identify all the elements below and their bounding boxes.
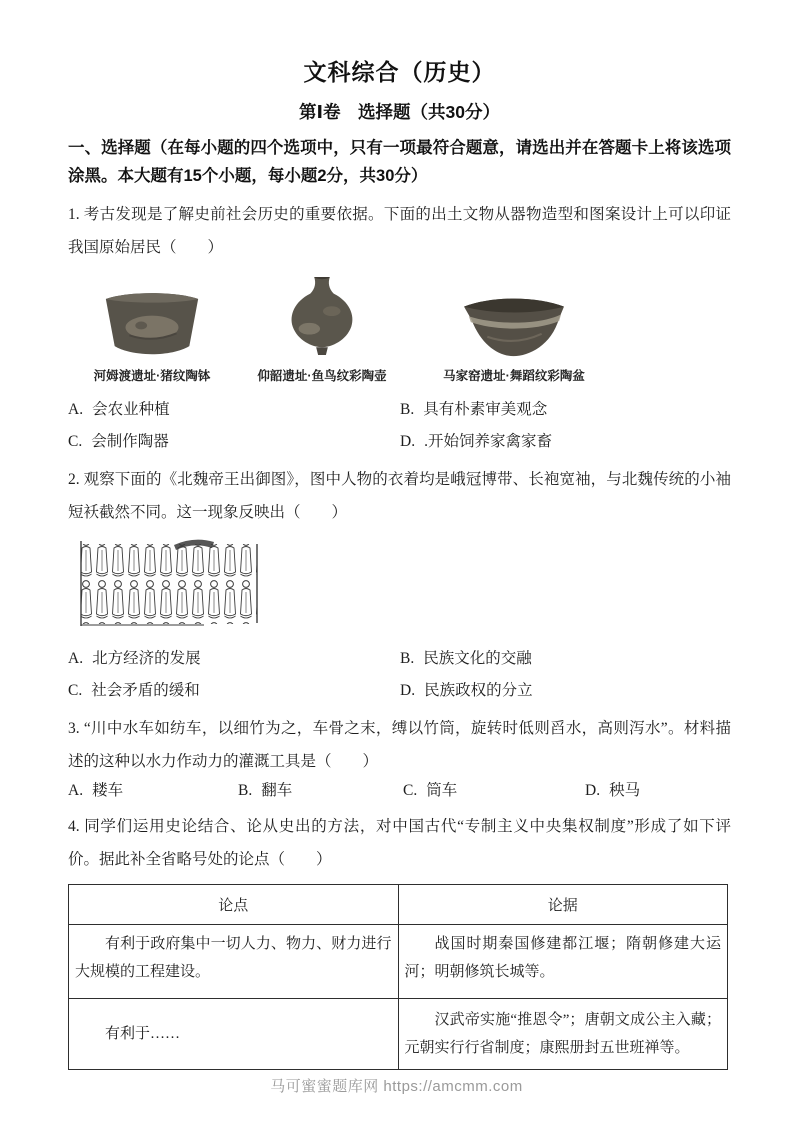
option-2a: A. 北方经济的发展 xyxy=(68,650,201,667)
option-1d: D. .开始饲养家禽家畜 xyxy=(400,433,552,450)
table-row xyxy=(69,999,728,1070)
table-cell-evidence-1: 战国时期秦国修建都江堰；隋朝修建大运河；明朝修筑长城等。 xyxy=(398,925,728,999)
option-2b: B. 民族文化的交融 xyxy=(400,650,532,667)
question-1-options xyxy=(68,400,731,451)
question-3-text: 3. “川中水车如纺车，以细竹为之，车骨之末，缚以竹筒，旋转时低则舀水，高则泻水”。材料描述的这种以水力作动力的灌溉工具是（ ） xyxy=(68,720,731,770)
option-1a: A. 会农业种植 xyxy=(68,401,170,418)
argument-evidence-table xyxy=(68,884,728,1070)
section-instructions: 一、选择题（在每小题的四个选项中，只有一项最符合题意，请选出并在答题卡上将该选项涂黑。本大题有15个小题，每小题2分，共30分） xyxy=(68,139,731,185)
page-title: 文科综合（历史） xyxy=(303,59,496,85)
option-2c: C. 社会矛盾的缓和 xyxy=(68,682,200,699)
question-1-figures xyxy=(68,274,731,384)
question-3-options xyxy=(68,781,731,800)
pottery-vase-icon xyxy=(283,274,361,360)
figure-caption: 马家窑遗址·舞蹈纹彩陶盆 xyxy=(443,369,585,383)
table-row xyxy=(69,925,728,999)
question-2-text: 2. 观察下面的《北魏帝王出御图》，图中人物的衣着均是峨冠博带、长袍宽袖，与北魏传统的小袖短袄截然不同。这一现象反映出（ ） xyxy=(68,471,731,521)
northern-wei-procession-figure xyxy=(78,535,731,635)
table-header-row xyxy=(69,885,728,925)
site-watermark: 马可蜜蜜题库网 https://amcmm.com xyxy=(270,1078,523,1095)
table-cell-point-2: 有利于…… xyxy=(69,999,399,1070)
question-4-text: 4. 同学们运用史论结合、论从史出的方法，对中国古代“专制主义中央集权制度”形成了如下评价。据此补全省略号处的论点（ ） xyxy=(68,818,731,868)
table-header-evidence: 论据 xyxy=(398,885,728,925)
procession-line-drawing-image xyxy=(78,535,260,630)
figure-caption: 仰韶遗址·鱼鸟纹彩陶壶 xyxy=(257,369,387,383)
option-1c: C. 会制作陶器 xyxy=(68,433,169,450)
figure-majiayao-pottery xyxy=(430,294,598,384)
table-cell-point-1: 有利于政府集中一切人力、物力、财力进行大规模的工程建设。 xyxy=(69,925,399,999)
option-3b: B. 翻车 xyxy=(238,782,293,799)
question-2-options xyxy=(68,649,731,700)
pottery-basin-icon xyxy=(458,294,570,360)
option-1b: B. 具有朴素审美观念 xyxy=(400,401,548,418)
table-cell-evidence-2: 汉武帝实施“推恩令”；唐朝文成公主入藏；元朝实行行省制度；康熙册封五世班禅等。 xyxy=(398,999,728,1070)
table-header-point: 论点 xyxy=(69,885,399,925)
option-3a: A. 耧车 xyxy=(68,782,124,799)
question-1-text: 1. 考古发现是了解史前社会历史的重要依据。下面的出土文物从器物造型和图案设计上可以印证我国原始居民（ ） xyxy=(68,206,731,256)
volume-header: 第Ⅰ卷 选择题（共30分） xyxy=(299,102,500,122)
option-3c: C. 筒车 xyxy=(403,782,458,799)
option-3d: D. 秧马 xyxy=(585,782,641,799)
option-2d: D. 民族政权的分立 xyxy=(400,682,533,699)
pottery-bowl-icon xyxy=(98,288,206,360)
figure-hemudu-pottery xyxy=(68,288,236,384)
figure-yangshao-pottery xyxy=(258,274,386,384)
figure-caption: 河姆渡遗址·猪纹陶钵 xyxy=(93,369,211,383)
